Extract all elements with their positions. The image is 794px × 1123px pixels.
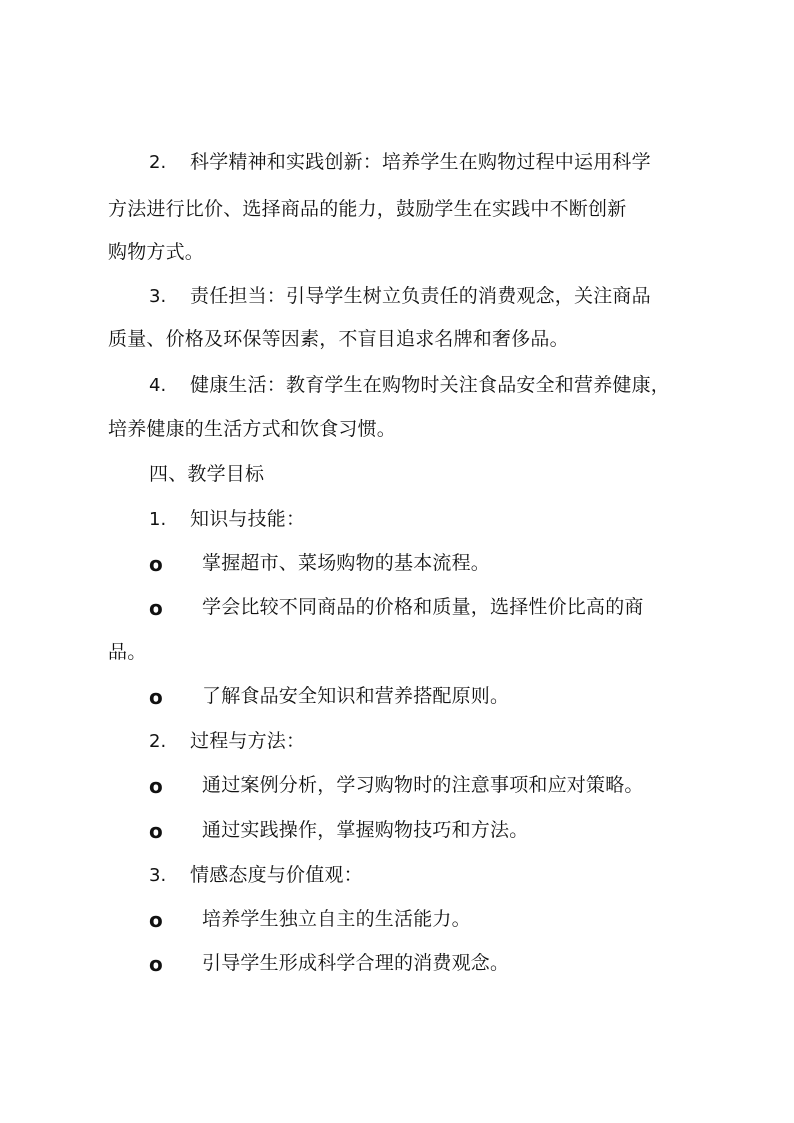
section-heading: 四、教学目标 bbox=[149, 463, 265, 485]
bullet-text: 掌握超市、菜场购物的基本流程。 bbox=[202, 552, 491, 574]
item-number: 4. bbox=[149, 375, 167, 396]
item-number: 3. bbox=[149, 286, 167, 307]
objective-number: 1. bbox=[149, 509, 167, 530]
bullet-text: 了解食品安全知识和营养搭配原则。 bbox=[202, 685, 510, 707]
item-number: 2. bbox=[149, 152, 167, 173]
bullet-marker: o bbox=[149, 685, 163, 709]
item-text-line: 质量、价格及环保等因素，不盲目追求名牌和奢侈品。 bbox=[108, 328, 569, 350]
bullet-text: 通过实践操作，掌握购物技巧和方法。 bbox=[202, 819, 529, 841]
item-text-line: 购物方式。 bbox=[108, 241, 205, 263]
objective-title: 过程与方法： bbox=[190, 730, 306, 752]
bullet-text: 培养学生独立自主的生活能力。 bbox=[202, 908, 471, 930]
objective-number: 2. bbox=[149, 731, 167, 752]
objective-number: 3. bbox=[149, 865, 167, 886]
objective-title: 情感态度与价值观： bbox=[190, 864, 363, 886]
bullet-marker: o bbox=[149, 774, 163, 798]
bullet-marker: o bbox=[149, 552, 163, 576]
item-text-line: 健康生活：教育学生在购物时关注食品安全和营养健康， bbox=[190, 374, 671, 396]
bullet-text: 通过案例分析，学习购物时的注意事项和应对策略。 bbox=[202, 774, 644, 796]
item-text-line: 责任担当：引导学生树立负责任的消费观念，关注商品 bbox=[190, 285, 651, 307]
item-text-line: 科学精神和实践创新：培养学生在购物过程中运用科学 bbox=[190, 151, 651, 173]
bullet-text: 引导学生形成科学合理的消费观念。 bbox=[202, 952, 510, 974]
bullet-marker: o bbox=[149, 596, 163, 620]
item-text-line: 培养健康的生活方式和饮食习惯。 bbox=[108, 418, 397, 440]
item-text-line: 方法进行比价、选择商品的能力，鼓励学生在实践中不断创新 bbox=[108, 198, 627, 220]
bullet-marker: o bbox=[149, 908, 163, 932]
bullet-marker: o bbox=[149, 952, 163, 976]
bullet-text: 学会比较不同商品的价格和质量，选择性价比高的商 bbox=[202, 596, 644, 618]
bullet-marker: o bbox=[149, 819, 163, 843]
bullet-text: 品。 bbox=[108, 641, 147, 663]
objective-title: 知识与技能： bbox=[190, 508, 306, 530]
